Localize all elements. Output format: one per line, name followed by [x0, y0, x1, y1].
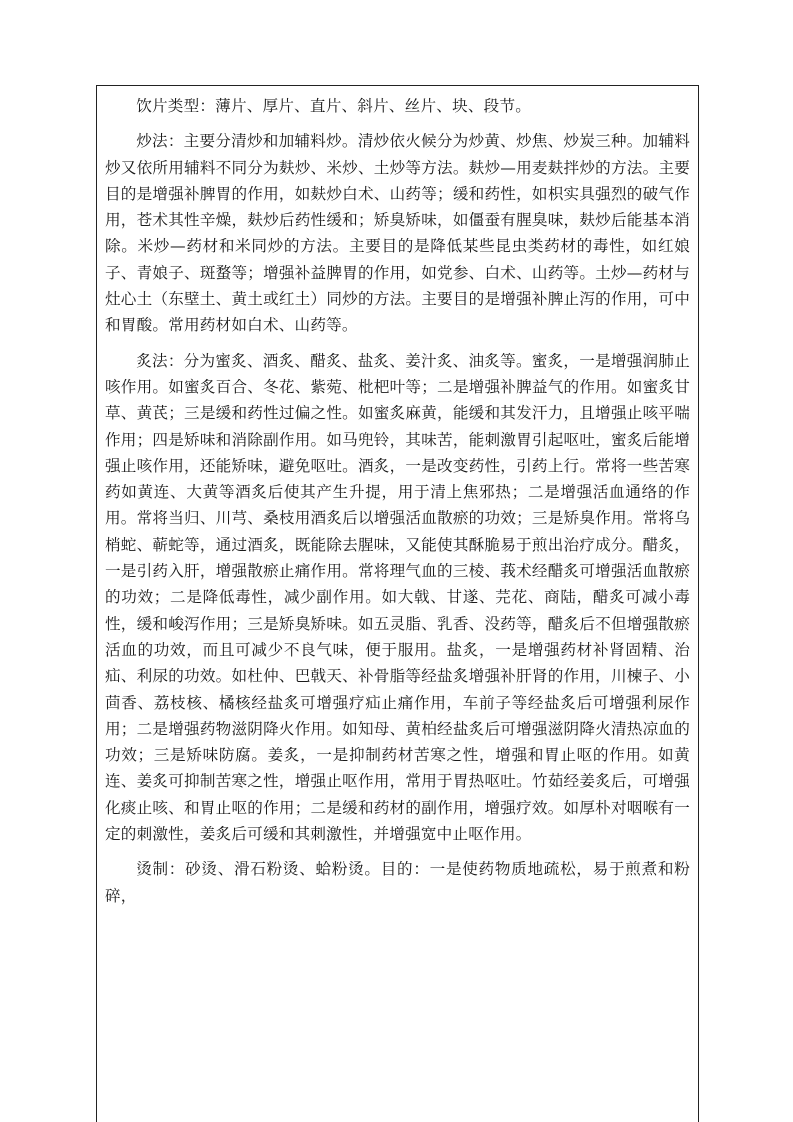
document-frame	[96, 85, 699, 1122]
paragraph-stir-frying: 炒法：主要分清炒和加辅料炒。清炒依火候分为炒黄、炒焦、炒炭三种。加辅料炒又依所用辅料不同分为麸炒、米炒、土炒等方法。麸炒—用麦麸拌炒的方法。主要目的是增强补脾胃的作用，如麸炒白术、山药等；缓和药性，如枳实具强烈的破气作用，苍术其性辛燥，麸炒后药性缓和；矫臭矫味，如僵蚕有腥臭味，麸炒后能基本消除。米炒—药材和米同炒的方法。主要目的是降低某些昆虫类药材的毒性，如红娘子、青娘子、斑蝥等；增强补益脾胃的作用，如党参、白术、山药等。土炒—药材与灶心土（东壁土、黄土或红土）同炒的方法。主要目的是增强补脾止泻的作用，可中和胃酸。常用药材如白术、山药等。	[105, 132, 690, 335]
paragraph-roasting-with-liquid: 炙法：分为蜜炙、酒炙、醋炙、盐炙、姜汁炙、油炙等。蜜炙，一是增强润肺止咳作用。如蜜炙百合、冬花、紫菀、枇杷叶等；二是增强补脾益气的作用。如蜜炙甘草、黄芪；三是缓和药性过偏之性。如蜜炙麻黄，能缓和其发汗力，且增强止咳平喘作用；四是矫味和消除副作用。如马兜铃，其味苦，能刺激胃引起呕吐，蜜炙后能增强止咳作用，还能矫味，避免呕吐。酒炙，一是改变药性，引药上行。常将一些苦寒药如黄连、大黄等酒炙后使其产生升提，用于清上焦邪热；二是增强活血通络的作用。常将当归、川芎、桑枝用酒炙后以增强活血散瘀的功效；三是矫臭作用。常将乌梢蛇、蕲蛇等，通过酒炙，既能除去腥味，又能使其酥脆易于煎出治疗成分。醋炙，一是引药入肝，增强散瘀止痛作用。常将理气血的三棱、莪术经醋炙可增强活血散瘀的功效；二是降低毒性，减少副作用。如大戟、甘遂、芫花、商陆，醋炙可减小毒性，缓和峻泻作用；三是矫臭矫味。如五灵脂、乳香、没药等，醋炙后不但增强散瘀活血的功效，而且可减少不良气味，便于服用。盐炙，一是增强药材补肾固精、治疝、利尿的功效。如杜仲、巴戟天、补骨脂等经盐炙增强补肝肾的作用，川楝子、小茴香、荔枝核、橘核经盐炙可增强疗疝止痛作用，车前子等经盐炙后可增强利尿作用；二是增强药物滋阴降火作用。如知母、黄柏经盐炙后可增强滋阴降火清热凉血的功效；三是矫味防腐。姜炙，一是抑制药材苦寒之性，增强和胃止呕的作用。如黄连、姜炙可抑制苦寒之性，增强止呕作用，常用于胃热呕吐。竹茹经姜炙后，可增强化痰止咳、和胃止呕的作用；二是缓和药材的副作用，增强疗效。如厚朴对咽喉有一定的刺激性，姜炙后可缓和其刺激性，并增强宽中止呕作用。	[105, 351, 690, 844]
paragraph-slice-types: 饮片类型：薄片、厚片、直片、斜片、丝片、块、段节。	[136, 97, 532, 115]
paragraph-scalding: 烫制：砂烫、滑石粉烫、蛤粉烫。目的：一是使药物质地疏松，易于煎煮和粉碎，	[105, 860, 690, 905]
document-body	[105, 93, 690, 918]
